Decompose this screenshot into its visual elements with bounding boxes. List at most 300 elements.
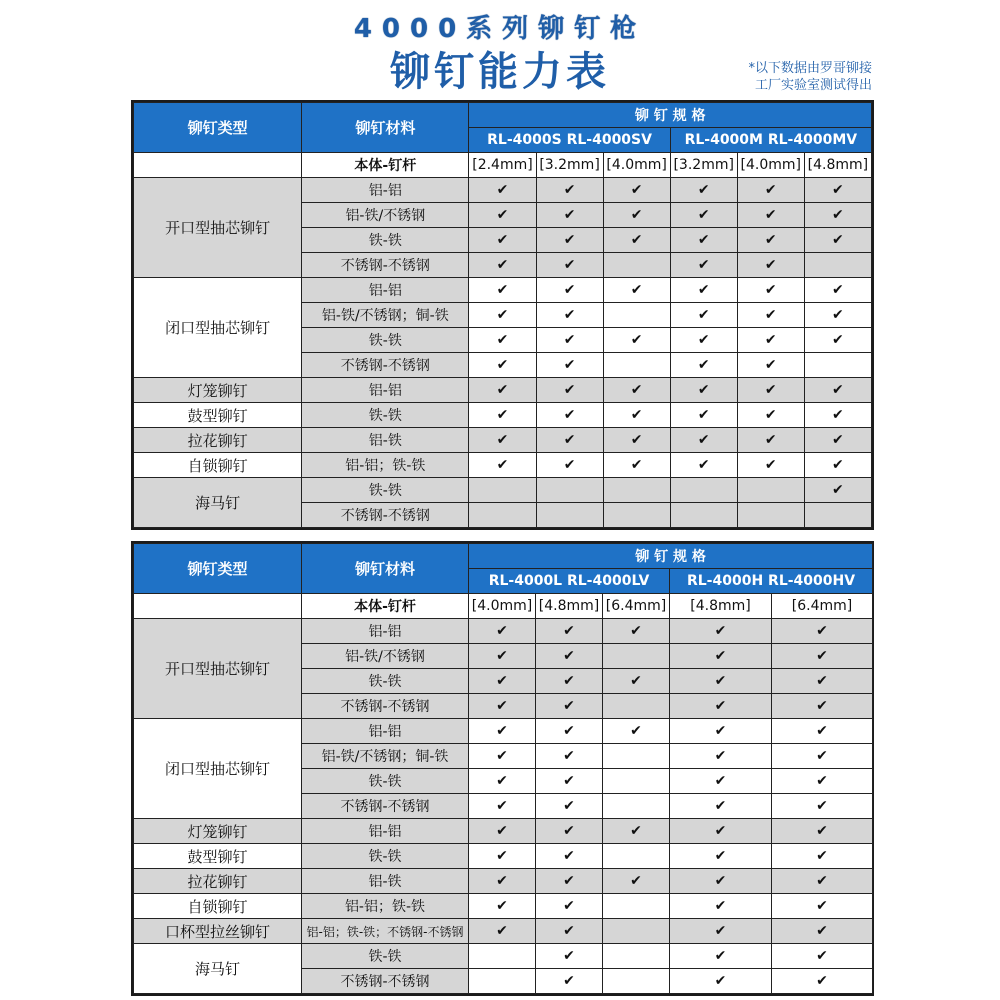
check-cell: [772, 794, 873, 819]
check-cell: [603, 744, 670, 769]
check-cell: [737, 278, 804, 303]
table-row: [134, 869, 873, 894]
check-icon: ✔: [697, 307, 710, 323]
check-icon: ✔: [714, 773, 727, 789]
check-icon: ✔: [496, 382, 509, 398]
check-icon: ✔: [764, 257, 777, 273]
material-cell: 铝-铁/不锈钢；铜-铁: [302, 303, 469, 328]
check-cell: [772, 919, 873, 944]
column-header-type: 铆钉类型: [134, 544, 302, 594]
check-icon: ✔: [496, 648, 508, 664]
check-cell: [469, 378, 536, 403]
check-cell: [670, 478, 737, 503]
check-icon: ✔: [714, 648, 727, 664]
rivet-type-cell: 拉花铆钉: [134, 428, 302, 453]
material-cell: 铝-铝: [302, 619, 469, 644]
rivet-type-cell: 海马钉: [134, 944, 302, 994]
check-icon: ✔: [563, 648, 575, 664]
check-cell: [772, 619, 873, 644]
check-cell: [670, 744, 772, 769]
check-icon: ✔: [816, 748, 828, 764]
check-cell: [737, 303, 804, 328]
material-cell: 铝-铝；铁-铁: [302, 453, 469, 478]
check-icon: ✔: [697, 257, 710, 273]
check-icon: ✔: [563, 873, 575, 889]
check-icon: ✔: [563, 232, 576, 248]
check-cell: [469, 719, 536, 744]
check-cell: [772, 869, 873, 894]
check-icon: ✔: [563, 357, 576, 373]
check-icon: ✔: [563, 407, 576, 423]
table-row: [134, 944, 873, 969]
check-icon: ✔: [832, 432, 844, 448]
check-icon: ✔: [630, 282, 643, 298]
check-icon: ✔: [714, 873, 727, 889]
check-cell: [536, 353, 603, 378]
check-cell: [804, 278, 871, 303]
size-cell: [4.8mm]: [804, 153, 871, 178]
check-icon: ✔: [714, 673, 727, 689]
check-cell: [536, 378, 603, 403]
check-icon: ✔: [496, 798, 508, 814]
check-icon: ✔: [764, 382, 777, 398]
body-shank-label: 本体-钉杆: [302, 153, 469, 178]
material-cell: 铝-铝: [302, 178, 469, 203]
check-cell: [804, 428, 871, 453]
blank-cell: [134, 153, 302, 178]
check-cell: [536, 894, 603, 919]
size-cell: [4.0mm]: [603, 153, 670, 178]
check-icon: ✔: [630, 623, 642, 639]
check-icon: ✔: [630, 457, 643, 473]
check-cell: [737, 478, 804, 503]
check-cell: [670, 819, 772, 844]
check-icon: ✔: [496, 257, 509, 273]
check-cell: [536, 478, 603, 503]
check-cell: [469, 403, 536, 428]
check-icon: ✔: [563, 698, 575, 714]
spec-header: 铆 钉 规 格: [469, 103, 872, 128]
check-icon: ✔: [816, 723, 828, 739]
check-icon: ✔: [630, 382, 643, 398]
check-cell: [536, 253, 603, 278]
check-icon: ✔: [563, 798, 575, 814]
check-cell: [536, 403, 603, 428]
check-icon: ✔: [496, 773, 508, 789]
check-icon: ✔: [496, 457, 509, 473]
check-cell: [469, 794, 536, 819]
rivet-type-cell: 拉花铆钉: [134, 869, 302, 894]
material-cell: 铝-铝；铁-铁: [302, 894, 469, 919]
rivet-type-cell: 口杯型拉丝铆钉: [134, 919, 302, 944]
check-cell: [469, 694, 536, 719]
spec-header: 铆 钉 规 格: [469, 544, 873, 569]
check-cell: [737, 378, 804, 403]
check-cell: [469, 619, 536, 644]
check-cell: [737, 228, 804, 253]
check-cell: [603, 869, 670, 894]
test-note: [748, 60, 872, 94]
rivet-type-cell: 开口型抽芯铆钉: [134, 619, 302, 719]
check-cell: [772, 719, 873, 744]
table-row: [134, 894, 873, 919]
check-icon: ✔: [764, 182, 777, 198]
material-cell: 铁-铁: [302, 844, 469, 869]
check-icon: ✔: [714, 898, 727, 914]
check-icon: ✔: [816, 898, 828, 914]
check-cell: [536, 869, 603, 894]
material-cell: 铁-铁: [302, 769, 469, 794]
material-cell: 铁-铁: [302, 328, 469, 353]
check-icon: ✔: [764, 207, 777, 223]
check-cell: [536, 328, 603, 353]
check-icon: ✔: [630, 407, 643, 423]
check-icon: ✔: [764, 232, 777, 248]
check-cell: [536, 503, 603, 528]
check-cell: [603, 278, 670, 303]
check-cell: [469, 228, 536, 253]
check-cell: [603, 844, 670, 869]
note-line-1: *以下数据由罗哥铆接: [748, 61, 872, 76]
check-icon: ✔: [563, 307, 576, 323]
check-icon: ✔: [714, 848, 727, 864]
material-cell: 不锈钢-不锈钢: [302, 503, 469, 528]
check-cell: [670, 794, 772, 819]
check-icon: ✔: [832, 307, 844, 323]
check-cell: [772, 744, 873, 769]
check-cell: [670, 669, 772, 694]
table-row: [134, 844, 873, 869]
check-icon: ✔: [496, 407, 509, 423]
check-icon: ✔: [816, 673, 828, 689]
rivet-type-cell: 自锁铆钉: [134, 894, 302, 919]
check-cell: [603, 453, 670, 478]
check-cell: [469, 744, 536, 769]
check-cell: [536, 228, 603, 253]
check-cell: [670, 253, 737, 278]
check-icon: ✔: [630, 232, 643, 248]
check-icon: ✔: [563, 973, 575, 989]
check-icon: ✔: [496, 923, 508, 939]
check-icon: ✔: [496, 823, 508, 839]
check-cell: [670, 178, 737, 203]
model-header-a: RL-4000S RL-4000SV: [469, 128, 670, 153]
check-cell: [603, 669, 670, 694]
material-cell: 铁-铁: [302, 944, 469, 969]
check-icon: ✔: [630, 673, 642, 689]
check-icon: ✔: [697, 457, 710, 473]
material-cell: 铝-铁/不锈钢: [302, 644, 469, 669]
check-cell: [536, 203, 603, 228]
check-cell: [469, 503, 536, 528]
table-row: [134, 178, 872, 203]
check-cell: [603, 944, 670, 969]
check-icon: ✔: [816, 848, 828, 864]
check-cell: [737, 253, 804, 278]
check-cell: [603, 694, 670, 719]
check-cell: [737, 353, 804, 378]
check-cell: [603, 819, 670, 844]
check-cell: [670, 203, 737, 228]
check-cell: [536, 644, 603, 669]
check-cell: [804, 378, 871, 403]
check-cell: [603, 894, 670, 919]
check-icon: ✔: [816, 798, 828, 814]
column-header-type: 铆钉类型: [134, 103, 302, 153]
page-title: 铆钉能力表: [390, 49, 610, 95]
check-cell: [670, 719, 772, 744]
check-cell: [536, 303, 603, 328]
check-cell: [469, 769, 536, 794]
table-row: [134, 403, 872, 428]
rivet-type-cell: 海马钉: [134, 478, 302, 528]
rivet-type-cell: 闭口型抽芯铆钉: [134, 278, 302, 378]
check-cell: [469, 328, 536, 353]
body-shank-label: 本体-钉杆: [302, 594, 469, 619]
rivet-type-cell: 自锁铆钉: [134, 453, 302, 478]
check-cell: [804, 303, 871, 328]
check-cell: [536, 453, 603, 478]
check-icon: ✔: [496, 848, 508, 864]
check-icon: ✔: [714, 798, 727, 814]
check-icon: ✔: [714, 698, 727, 714]
check-cell: [603, 328, 670, 353]
check-icon: ✔: [832, 332, 844, 348]
check-icon: ✔: [496, 873, 508, 889]
check-icon: ✔: [563, 748, 575, 764]
material-cell: 不锈钢-不锈钢: [302, 253, 469, 278]
check-icon: ✔: [563, 382, 576, 398]
check-icon: ✔: [832, 232, 844, 248]
check-icon: ✔: [816, 923, 828, 939]
rivet-type-cell: 鼓型铆钉: [134, 844, 302, 869]
check-cell: [469, 353, 536, 378]
check-cell: [804, 253, 871, 278]
rivet-type-cell: 闭口型抽芯铆钉: [134, 719, 302, 819]
check-cell: [469, 919, 536, 944]
material-cell: 铁-铁: [302, 228, 469, 253]
material-cell: 铝-铝: [302, 719, 469, 744]
material-cell: 铝-铝；铁-铁；不锈钢-不锈钢: [302, 919, 469, 944]
check-icon: ✔: [816, 773, 828, 789]
material-cell: 铝-铁: [302, 428, 469, 453]
check-icon: ✔: [832, 282, 844, 298]
check-cell: [670, 328, 737, 353]
size-cell: [3.2mm]: [536, 153, 603, 178]
check-icon: ✔: [496, 723, 508, 739]
material-cell: 铁-铁: [302, 669, 469, 694]
check-icon: ✔: [563, 848, 575, 864]
material-cell: 铁-铁: [302, 478, 469, 503]
check-cell: [670, 694, 772, 719]
check-cell: [737, 328, 804, 353]
check-icon: ✔: [697, 207, 710, 223]
check-icon: ✔: [496, 748, 508, 764]
check-icon: ✔: [563, 332, 576, 348]
check-cell: [670, 278, 737, 303]
material-cell: 不锈钢-不锈钢: [302, 969, 469, 994]
blank-cell: [134, 594, 302, 619]
material-cell: 铝-铁/不锈钢: [302, 203, 469, 228]
check-cell: [603, 919, 670, 944]
size-cell: [4.0mm]: [737, 153, 804, 178]
check-cell: [772, 669, 873, 694]
check-icon: ✔: [832, 482, 844, 498]
check-cell: [469, 869, 536, 894]
check-cell: [670, 644, 772, 669]
check-cell: [670, 969, 772, 994]
rivet-capacity-table-2: [131, 541, 874, 996]
check-icon: ✔: [563, 182, 576, 198]
check-cell: [469, 278, 536, 303]
check-cell: [469, 178, 536, 203]
check-cell: [536, 944, 603, 969]
check-cell: [536, 919, 603, 944]
check-cell: [772, 969, 873, 994]
check-icon: ✔: [697, 332, 710, 348]
check-cell: [670, 228, 737, 253]
check-cell: [670, 869, 772, 894]
check-icon: ✔: [630, 432, 643, 448]
check-icon: ✔: [697, 382, 710, 398]
check-icon: ✔: [714, 723, 727, 739]
check-cell: [536, 844, 603, 869]
check-cell: [737, 178, 804, 203]
table-row: [134, 278, 872, 303]
material-cell: 铝-铝: [302, 278, 469, 303]
check-cell: [804, 453, 871, 478]
table-row: [134, 453, 872, 478]
material-cell: 铁-铁: [302, 403, 469, 428]
check-icon: ✔: [832, 407, 844, 423]
check-icon: ✔: [563, 723, 575, 739]
check-cell: [670, 453, 737, 478]
check-icon: ✔: [714, 823, 727, 839]
check-icon: ✔: [697, 282, 710, 298]
check-cell: [804, 403, 871, 428]
rivet-type-cell: 开口型抽芯铆钉: [134, 178, 302, 278]
check-icon: ✔: [764, 307, 777, 323]
check-icon: ✔: [816, 873, 828, 889]
check-cell: [603, 644, 670, 669]
check-icon: ✔: [764, 407, 777, 423]
size-cell: [6.4mm]: [772, 594, 873, 619]
material-cell: 铝-铁/不锈钢；铜-铁: [302, 744, 469, 769]
check-icon: ✔: [496, 182, 509, 198]
check-cell: [469, 944, 536, 969]
table-row: [134, 919, 873, 944]
check-icon: ✔: [832, 207, 844, 223]
check-cell: [469, 644, 536, 669]
check-icon: ✔: [496, 357, 509, 373]
check-cell: [804, 328, 871, 353]
check-cell: [737, 403, 804, 428]
check-icon: ✔: [563, 923, 575, 939]
check-cell: [469, 428, 536, 453]
check-cell: [670, 353, 737, 378]
rivet-type-cell: 灯笼铆钉: [134, 819, 302, 844]
check-cell: [670, 844, 772, 869]
size-cell: [6.4mm]: [603, 594, 670, 619]
check-cell: [603, 203, 670, 228]
check-icon: ✔: [714, 623, 727, 639]
check-icon: ✔: [697, 357, 710, 373]
check-cell: [536, 969, 603, 994]
check-cell: [536, 428, 603, 453]
check-cell: [670, 769, 772, 794]
check-cell: [603, 619, 670, 644]
check-icon: ✔: [563, 457, 576, 473]
check-cell: [737, 428, 804, 453]
size-cell: [2.4mm]: [469, 153, 536, 178]
material-cell: 不锈钢-不锈钢: [302, 694, 469, 719]
check-icon: ✔: [630, 182, 643, 198]
table-row: [134, 478, 872, 503]
check-cell: [469, 819, 536, 844]
check-cell: [804, 228, 871, 253]
check-icon: ✔: [816, 648, 828, 664]
check-cell: [670, 944, 772, 969]
check-cell: [469, 669, 536, 694]
check-cell: [772, 644, 873, 669]
check-cell: [469, 969, 536, 994]
check-cell: [603, 253, 670, 278]
check-icon: ✔: [563, 898, 575, 914]
check-icon: ✔: [496, 307, 509, 323]
check-cell: [772, 944, 873, 969]
check-icon: ✔: [764, 332, 777, 348]
material-cell: 不锈钢-不锈钢: [302, 353, 469, 378]
model-header-b: RL-4000M RL-4000MV: [670, 128, 871, 153]
model-header-b: RL-4000H RL-4000HV: [670, 569, 873, 594]
check-cell: [603, 428, 670, 453]
size-cell: [4.8mm]: [536, 594, 603, 619]
check-icon: ✔: [496, 898, 508, 914]
check-icon: ✔: [563, 673, 575, 689]
check-cell: [536, 819, 603, 844]
check-icon: ✔: [816, 973, 828, 989]
check-cell: [772, 894, 873, 919]
check-cell: [536, 619, 603, 644]
check-cell: [536, 278, 603, 303]
size-cell: [4.8mm]: [670, 594, 772, 619]
check-icon: ✔: [563, 282, 576, 298]
table-row: [134, 619, 873, 644]
check-cell: [603, 719, 670, 744]
check-cell: [670, 919, 772, 944]
check-icon: ✔: [832, 182, 844, 198]
material-cell: 铝-铁: [302, 869, 469, 894]
check-cell: [603, 503, 670, 528]
check-icon: ✔: [630, 873, 642, 889]
check-icon: ✔: [764, 282, 777, 298]
check-cell: [772, 844, 873, 869]
check-icon: ✔: [714, 948, 727, 964]
check-icon: ✔: [714, 748, 727, 764]
check-cell: [469, 478, 536, 503]
check-cell: [469, 303, 536, 328]
check-icon: ✔: [563, 948, 575, 964]
material-cell: 不锈钢-不锈钢: [302, 794, 469, 819]
check-cell: [469, 253, 536, 278]
check-icon: ✔: [816, 948, 828, 964]
check-cell: [737, 453, 804, 478]
table-row: [134, 378, 872, 403]
check-icon: ✔: [832, 457, 844, 473]
check-cell: [536, 178, 603, 203]
check-cell: [804, 503, 871, 528]
check-cell: [804, 178, 871, 203]
